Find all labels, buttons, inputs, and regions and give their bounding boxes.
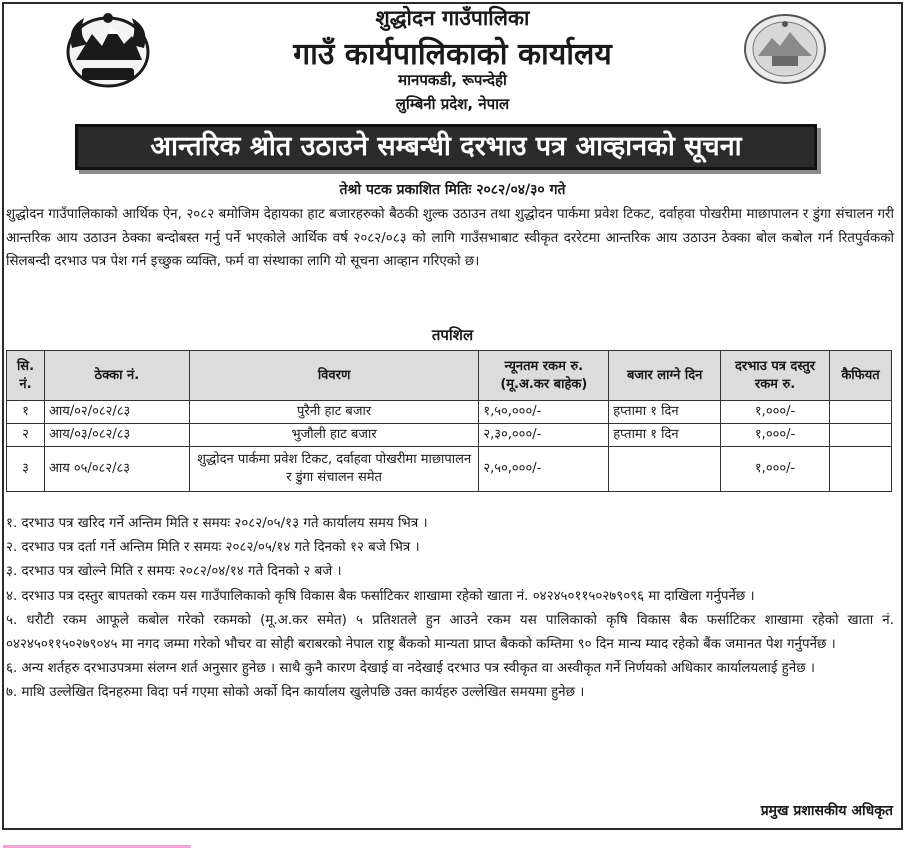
notice-title: आन्तरिक श्रोत उठाउने सम्बन्धी दरभाउ पत्र आव्हानको सूचना	[150, 131, 742, 162]
table-row	[7, 447, 892, 492]
conditions-list	[6, 512, 894, 706]
cell-description: शुद्धोदन पार्कमा प्रवेश टिकट, दर्वाहवा पोखरीमा माछापालन र डुंगा संचालन समेत	[189, 447, 479, 492]
table-row	[7, 424, 892, 447]
cell-minimum-amount: २,५०,०००/-	[479, 447, 609, 492]
cell-bid-fee: १,०००/-	[721, 401, 830, 424]
executive-office-title: गाउँ कार्यपालिकाको कार्यालय	[293, 37, 612, 72]
header-bid-fee: दरभाउ पत्र दस्तुर रकम रु.	[721, 351, 830, 401]
signatory-title: प्रमुख प्रशासकीय अधिकृत	[760, 803, 893, 819]
office-address: मानपकडी, रूपन्देही	[398, 71, 507, 89]
header-description: विवरण	[189, 351, 479, 401]
cell-minimum-amount: २,३०,०००/-	[479, 424, 609, 447]
office-name: शुद्धोदन गाउँपालिका	[375, 6, 530, 30]
table-row	[7, 401, 892, 424]
bid-details-table	[6, 350, 892, 492]
condition-item: १. दरभाउ पत्र खरिद गर्ने अन्तिम मिति र समयः २०८२/०५/१३ गते कार्यालय समय भित्र ।	[6, 516, 428, 531]
table-title: तपशिल	[431, 326, 474, 344]
condition-item: २. दरभाउ पत्र दर्ता गर्ने अन्तिम मिति र समयः २०८२/०५/१४ गते दिनको १२ बजे भित्र ।	[6, 540, 420, 556]
header-market-day: बजार लाग्ने दिन	[609, 351, 721, 401]
cell-minimum-amount: १,५०,०००/-	[479, 401, 609, 424]
publish-date-line: तेश्रो पटक प्रकाशित मितिः २०८२/०४/३० गते	[339, 182, 566, 198]
cell-contract-no: आय/०२/०८२/८३	[44, 401, 189, 424]
cell-description: पुरैनी हाट बजार	[189, 401, 479, 424]
header-serial: सि. नं.	[7, 351, 45, 401]
cell-contract-no: आय ०५/०८२/८३	[44, 447, 189, 492]
cell-serial: २	[7, 424, 45, 447]
notice-title-banner	[75, 124, 817, 170]
province-line: लुम्बिनी प्रदेश, नेपाल	[395, 95, 510, 113]
accent-strip	[3, 845, 191, 848]
intro-paragraph: शुद्धोदन गाउँपालिकाको आर्थिक ऐन, २०८२ बमोजिम देहायका हाट बजारहरुको बैठकी शुल्क उठाउन तथा शुद्धोदन पार्कमा प्रवेश टिकट, दर्वाहवा पोखरीमा माछापालन र डुंगा संचालन गरी आन्तरिक आय उठाउन ठेक्का बन्दोबस्त गर्नु पर्ने भएकोले आर्थिक वर्ष २०८२/०८३ को लागि गाउँसभाबाट स्वीकृत दररेटमा आन्तरिक आय उठाउन ठेक्का बोल कबोल गर्न रितपुर्वकको सिलबन्दी दरभाउ पत्र पेश गर्न इच्छुक व्यक्ति, फर्म वा संस्थाका लागि यो सूचना आव्हान गरिएको छ।	[6, 207, 894, 269]
cell-serial: १	[7, 401, 45, 424]
cell-description: भुजौली हाट बजार	[189, 424, 479, 447]
cell-remarks	[829, 447, 891, 492]
cell-market-day: हप्तामा १ दिन	[609, 424, 721, 447]
cell-contract-no: आय/०३/०८२/८३	[44, 424, 189, 447]
cell-remarks	[829, 424, 891, 447]
condition-item: ७. माथि उल्लेखित दिनहरुमा विदा पर्न गएमा सोको अर्को दिन कार्यालय खुलेपछि उक्त कार्यहरु उल्लेखित समयमा हुनेछ ।	[6, 685, 585, 701]
cell-remarks	[829, 401, 891, 424]
table-header-row	[7, 351, 892, 401]
header-remarks: कैफियत	[829, 351, 891, 401]
header-contract-no: ठेक्का नं.	[44, 351, 189, 401]
cell-market-day: हप्तामा १ दिन	[609, 401, 721, 424]
condition-item: ६. अन्य शर्तहरु दरभाउपत्रमा संलग्न शर्त अनुसार हुनेछ । साथै कुनै कारण देखाई वा नदेखाई दरभाउ पत्र स्वीकृत वा अस्वीकृत गर्ने निर्णयको अधिकार कार्यालयलाई हुनेछ ।	[6, 661, 815, 677]
condition-item: ४. दरभाउ पत्र दस्तुर बापतको रकम यस गाउँपालिकाको कृषि विकास बैक फर्साटिकर शाखामा रहेको खाता नं. ०४२४५०११५०२७९०९६ मा दाखिला गर्नुपर्नेछ ।	[6, 588, 755, 604]
cell-bid-fee: १,०००/-	[721, 447, 830, 492]
cell-market-day	[609, 447, 721, 492]
header-minimum-amount: न्यूनतम रकम रु. (मू.अ.कर बाहेक)	[479, 351, 609, 401]
condition-item: ५. धरौटी रकम आफूले कबोल गरेको रकमको (मू.अ.कर समेत) ५ प्रतिशतले हुन आउने रकम यस पालिकाको कृषि विकास बैक फर्साटिकर शाखामा रहेको खाता नं. ०४२४५०११५०२७९०४५ मा नगद जम्मा गरेको भौचर वा सोही बराबरको नेपाल राष्ट्र बैंकको मान्यता प्राप्त बैकको कम्तिमा ९० दिन मान्य म्याद रहेको बैंक जमानत पेश गर्नुपर्नेछ ।	[6, 612, 894, 653]
cell-bid-fee: १,०००/-	[721, 424, 830, 447]
condition-item: ३. दरभाउ पत्र खोल्ने मिति र समयः २०८२/०४/१४ गते दिनको २ बजे ।	[6, 564, 342, 580]
cell-serial: ३	[7, 447, 45, 492]
